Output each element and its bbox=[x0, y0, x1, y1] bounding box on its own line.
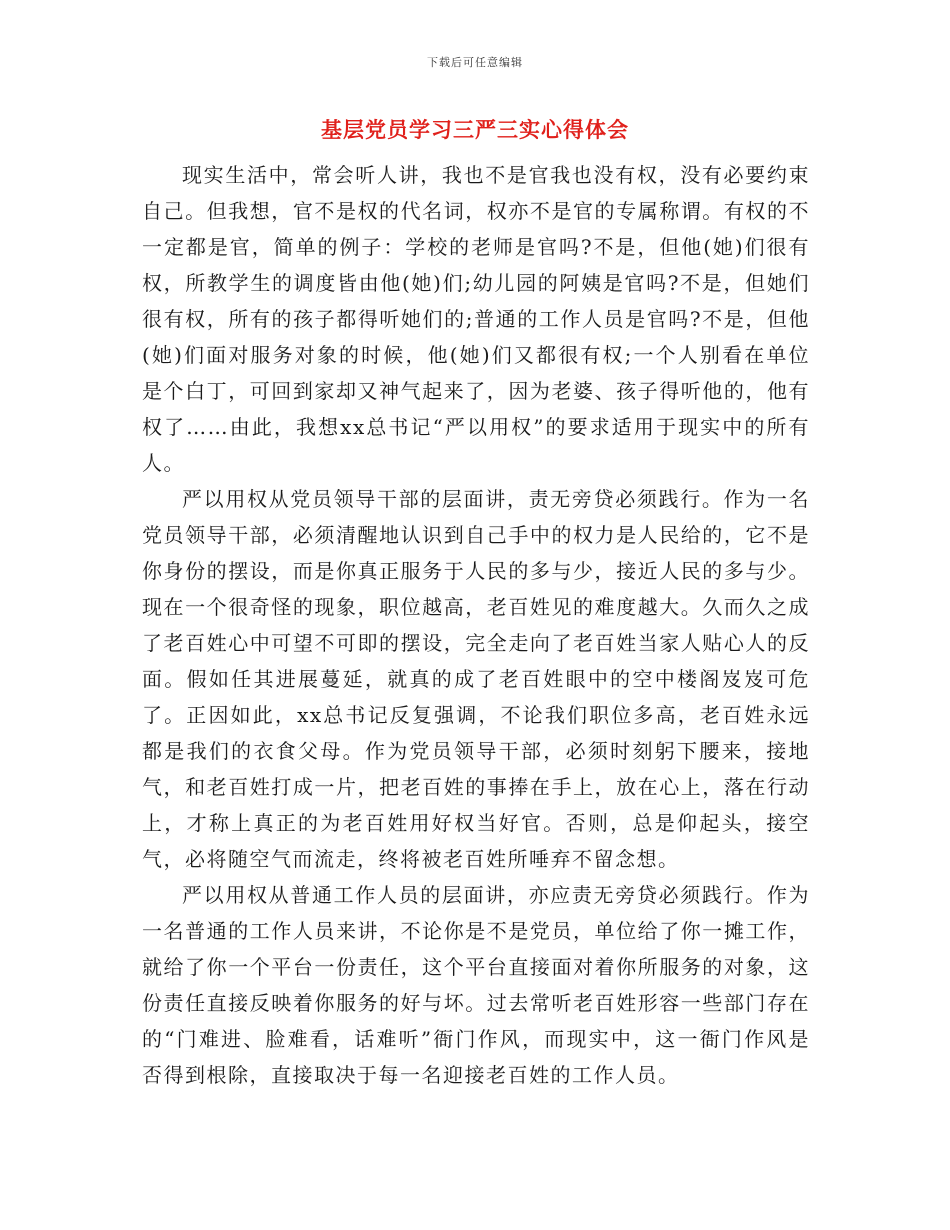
document-body bbox=[142, 157, 810, 1093]
document-title: 基层党员学习三严三实心得体会 bbox=[321, 117, 629, 142]
body-paragraph: 严以用权从党员领导干部的层面讲，责无旁贷必须践行。作为一名党员领导干部，必须清醒地认识到自己手中的权力是人民给的，它不是你身份的摆设，而是你真正服务于人民的多与少，接近人民的多与少。现在一个很奇怪的现象，职位越高，老百姓见的难度越大。久而久之成了老百姓心中可望不可即的摆设，完全走向了老百姓当家人贴心人的反面。假如任其进展蔓延，就真的成了老百姓眼中的空中楼阁岌岌可危了。正因如此，xx总书记反复强调，不论我们职位多高，老百姓永远都是我们的衣食父母。作为党员领导干部，必须时刻躬下腰来，接地气，和老百姓打成一片，把老百姓的事捧在手上，放在心上，落在行动上，才称上真正的为老百姓用好权当好官。否则，总是仰起头，接空气，必将随空气而流走，终将被老百姓所唾弃不留念想。 bbox=[142, 487, 810, 871]
body-paragraph: 严以用权从普通工作人员的层面讲，亦应责无旁贷必须践行。作为一名普通的工作人员来讲，不论你是不是党员，单位给了你一摊工作，就给了你一个平台一份责任，这个平台直接面对着你所服务的对象，这份责任直接反映着你服务的好与坏。过去常听老百姓形容一些部门存在的“门难进、脸难看，话难听”衙门作风，而现实中，这一衙门作风是否得到根除，直接取决于每一名迎接老百姓的工作人员。 bbox=[142, 883, 810, 1087]
page-header-note: 下载后可任意编辑 bbox=[427, 56, 523, 69]
body-paragraph: 现实生活中，常会听人讲，我也不是官我也没有权，没有必要约束自己。但我想，官不是权的代名词，权亦不是官的专属称谓。有权的不一定都是官，简单的例子：学校的老师是官吗?不是，但他(她)们很有权，所教学生的调度皆由他(她)们;幼儿园的阿姨是官吗?不是，但她们很有权，所有的孩子都得听她们的;普通的工作人员是官吗?不是，但他(她)们面对服务对象的时候，他(她)们又都很有权;一个人别看在单位是个白丁，可回到家却又神气起来了，因为老婆、孩子得听他的，他有权了……由此，我想xx总书记“严以用权”的要求适用于现实中的所有人。 bbox=[142, 163, 810, 475]
